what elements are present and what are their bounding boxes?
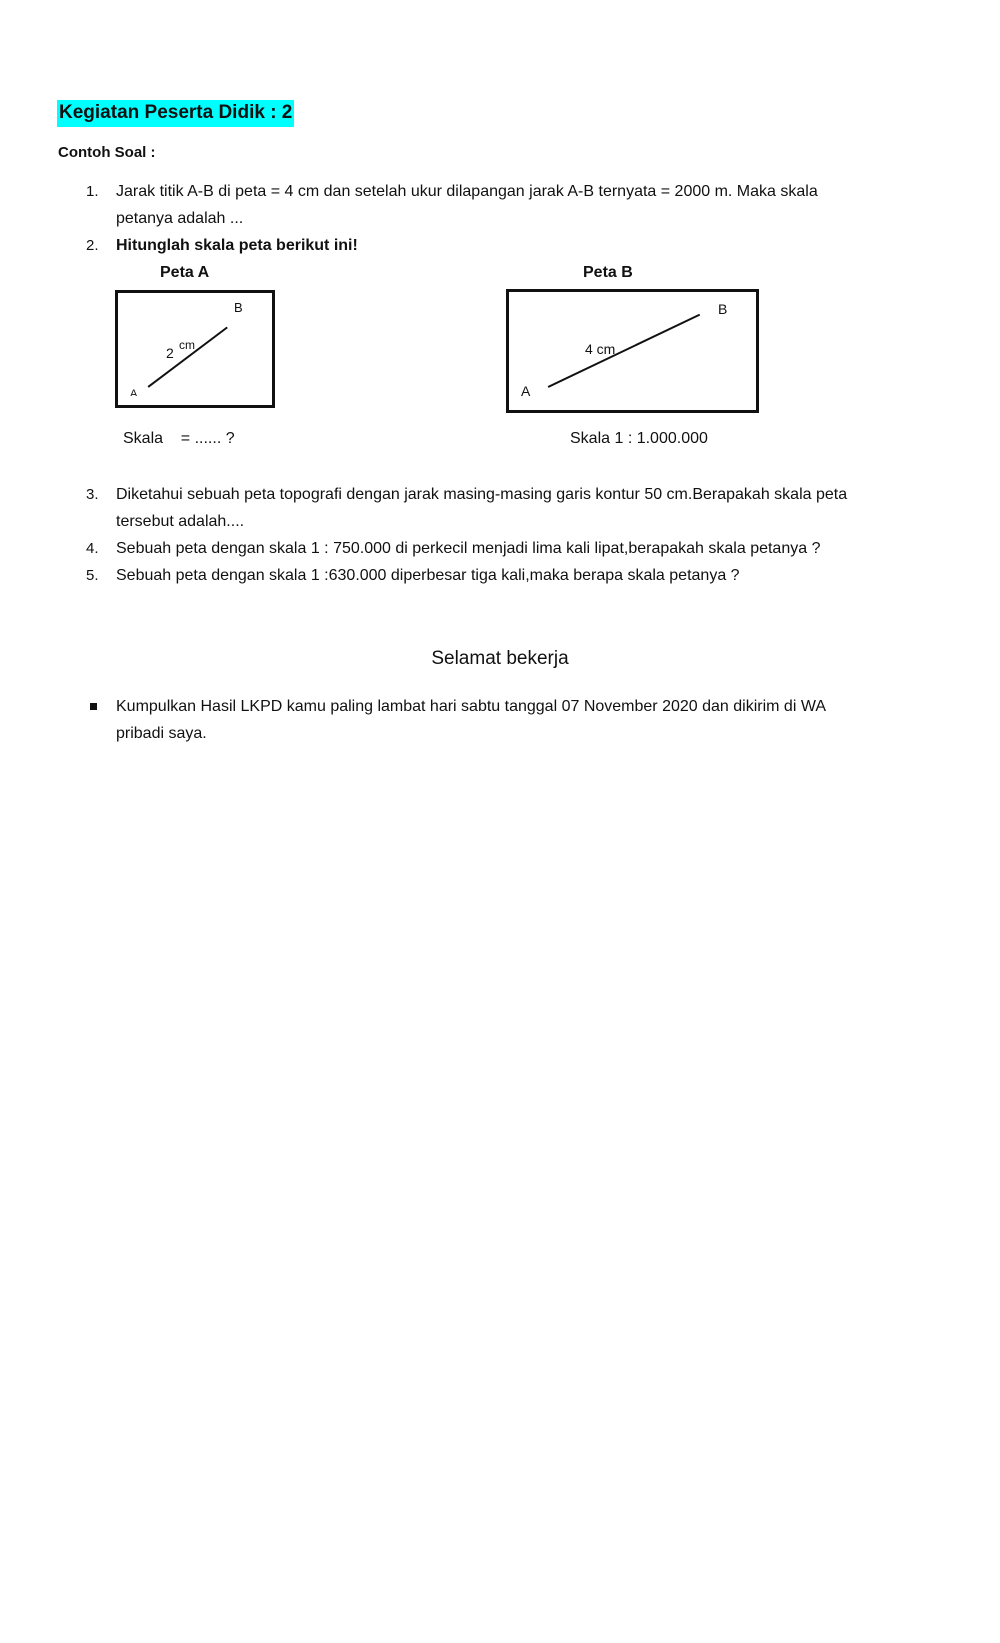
note-line-1: Kumpulkan Hasil LKPD kamu paling lambat hari sabtu tanggal 07 November 2020 dan dikirim di WA bbox=[116, 698, 826, 715]
bullet-icon bbox=[90, 703, 97, 710]
map-a-distance-unit: cm bbox=[179, 338, 195, 352]
map-b-point-a: A bbox=[521, 383, 531, 399]
question-3-number: 3. bbox=[86, 486, 99, 503]
question-1-line-1: Jarak titik A-B di peta = 4 cm dan setelah ukur dilapangan jarak A-B ternyata = 2000 m. Maka skala bbox=[116, 183, 818, 200]
question-2-number: 2. bbox=[86, 237, 99, 254]
map-b-scale: Skala 1 : 1.000.000 bbox=[570, 430, 708, 447]
map-b-point-b: B bbox=[718, 301, 728, 317]
map-a-point-a: A bbox=[130, 388, 138, 396]
question-4-number: 4. bbox=[86, 540, 99, 557]
note-line-2: pribadi saya. bbox=[116, 725, 207, 742]
map-a-scale: Skala = ...... ? bbox=[123, 430, 235, 447]
worksheet-title: Kegiatan Peserta Didik : 2 bbox=[57, 100, 294, 127]
map-b-title: Peta B bbox=[583, 264, 633, 281]
example-heading: Contoh Soal : bbox=[58, 144, 156, 161]
question-2-line-1: Hitunglah skala peta berikut ini! bbox=[116, 237, 358, 254]
map-a-title: Peta A bbox=[160, 264, 210, 281]
map-a-distance-number: 2 bbox=[166, 345, 174, 361]
question-1-line-2: petanya adalah ... bbox=[116, 210, 244, 227]
map-b-distance-label: 4 cm bbox=[585, 341, 616, 357]
question-1-number: 1. bbox=[86, 183, 99, 200]
question-4-line-1: Sebuah peta dengan skala 1 : 750.000 di perkecil menjadi lima kali lipat,berapakah skala petanya ? bbox=[116, 540, 821, 557]
map-a-point-b: B bbox=[234, 300, 243, 315]
question-3-line-1: Diketahui sebuah peta topografi dengan jarak masing-masing garis kontur 50 cm.Berapakah skala peta bbox=[116, 486, 848, 503]
question-3-line-2: tersebut adalah.... bbox=[116, 513, 245, 530]
closing-message: Selamat bekerja bbox=[431, 648, 569, 669]
question-5-line-1: Sebuah peta dengan skala 1 :630.000 diperbesar tiga kali,maka berapa skala petanya ? bbox=[116, 567, 740, 584]
question-5-number: 5. bbox=[86, 567, 99, 584]
